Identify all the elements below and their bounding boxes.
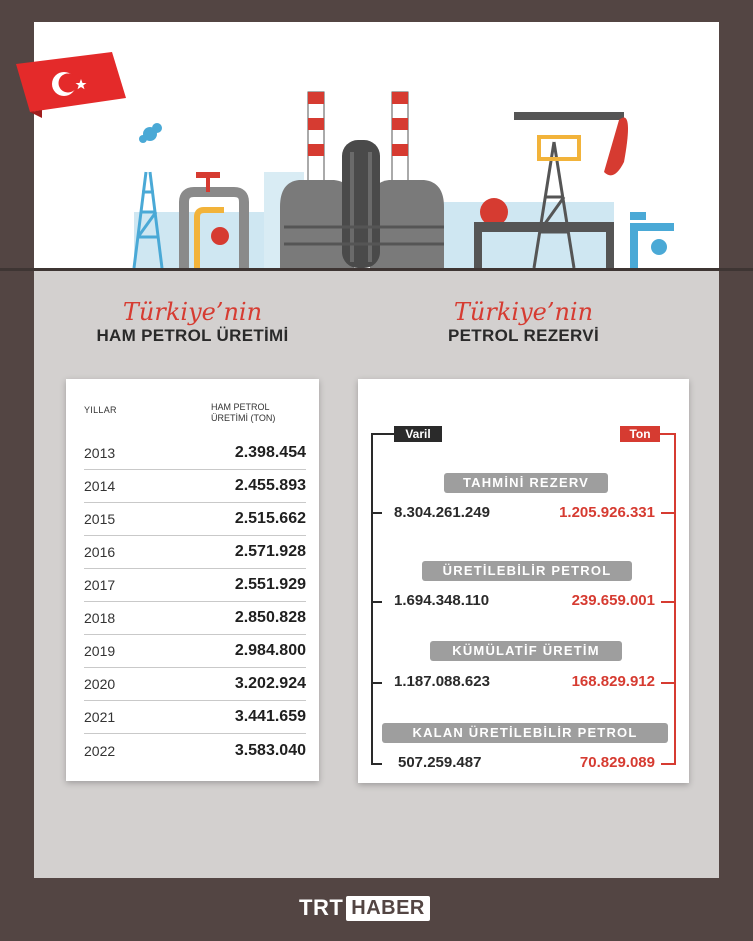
reserve-barrel-value: 1.694.348.110	[394, 592, 490, 609]
table-row	[84, 470, 306, 503]
table-row	[84, 437, 306, 470]
row-value: 3.583.040	[234, 741, 306, 759]
reserve-heading-script: Türkiye’nin	[453, 298, 594, 326]
row-value: 2.515.662	[234, 510, 306, 527]
row-year: 2022	[84, 742, 116, 759]
table-row	[84, 536, 306, 569]
table-row	[84, 734, 306, 767]
row-year: 2020	[84, 676, 116, 692]
reserve-ton-value: 239.659.001	[571, 592, 655, 609]
row-value: 2.551.929	[234, 576, 306, 593]
table-row	[84, 503, 306, 536]
turkish-flag-icon	[16, 52, 126, 118]
unit-ton-tag: Ton	[620, 426, 660, 442]
table-row	[84, 569, 306, 602]
row-year: 2018	[84, 610, 116, 626]
row-year: 2019	[84, 643, 116, 659]
reserve-barrel-value: 1.187.088.623	[394, 673, 490, 690]
reserve-label: TAHMİNİ REZERV	[444, 473, 608, 493]
row-year: 2017	[84, 577, 116, 593]
unit-barrel-tag: Varil	[394, 426, 442, 442]
table-row	[84, 668, 306, 701]
ground-line	[0, 268, 753, 271]
production-rows	[84, 437, 306, 767]
reserve-label: ÜRETİLEBİLİR PETROL	[422, 561, 632, 581]
reserve-heading	[358, 298, 689, 346]
column-header-value: HAM PETROL ÜRETİMİ (TON)	[211, 402, 276, 423]
reserve-barrel-value: 507.259.487	[398, 754, 482, 771]
reserve-ton-value: 1.205.926.331	[559, 504, 655, 521]
row-value: 2.455.893	[234, 477, 306, 494]
row-year: 2014	[84, 478, 116, 494]
oil-industry-illustration	[34, 22, 719, 270]
reserve-card	[358, 379, 689, 783]
row-value: 2.571.928	[234, 543, 306, 560]
row-year: 2015	[84, 511, 116, 527]
reserve-label: KALAN ÜRETİLEBİLİR PETROL	[382, 723, 668, 743]
reserve-heading-title: PETROL REZERVİ	[448, 326, 599, 345]
table-row	[84, 602, 306, 635]
infographic-frame	[34, 22, 719, 878]
row-value: 2.398.454	[234, 444, 306, 461]
logo-trt-text: TRT	[299, 895, 344, 920]
row-value: 3.202.924	[234, 675, 306, 692]
reserve-ton-value: 70.829.089	[579, 754, 655, 771]
logo-haber-text: HABER	[346, 896, 430, 921]
reserve-ton-value: 168.829.912	[571, 673, 655, 690]
row-value: 3.441.659	[234, 708, 306, 725]
row-year: 2013	[84, 445, 116, 461]
production-table-card	[66, 379, 319, 781]
reserve-barrel-value: 8.304.261.249	[394, 504, 490, 521]
table-row	[84, 701, 306, 734]
production-heading	[66, 298, 319, 346]
production-heading-script: Türkiye’nin	[122, 298, 263, 326]
column-header-year: YILLAR	[84, 405, 117, 415]
row-year: 2021	[84, 709, 116, 725]
row-value: 2.850.828	[234, 609, 306, 626]
row-value: 2.984.800	[234, 642, 306, 659]
row-year: 2016	[84, 544, 116, 560]
refinery-illustration	[34, 22, 719, 270]
trt-haber-logo	[299, 893, 430, 923]
reserve-label: KÜMÜLATİF ÜRETİM	[430, 641, 622, 661]
production-heading-title: HAM PETROL ÜRETİMİ	[96, 326, 289, 345]
table-row	[84, 635, 306, 668]
